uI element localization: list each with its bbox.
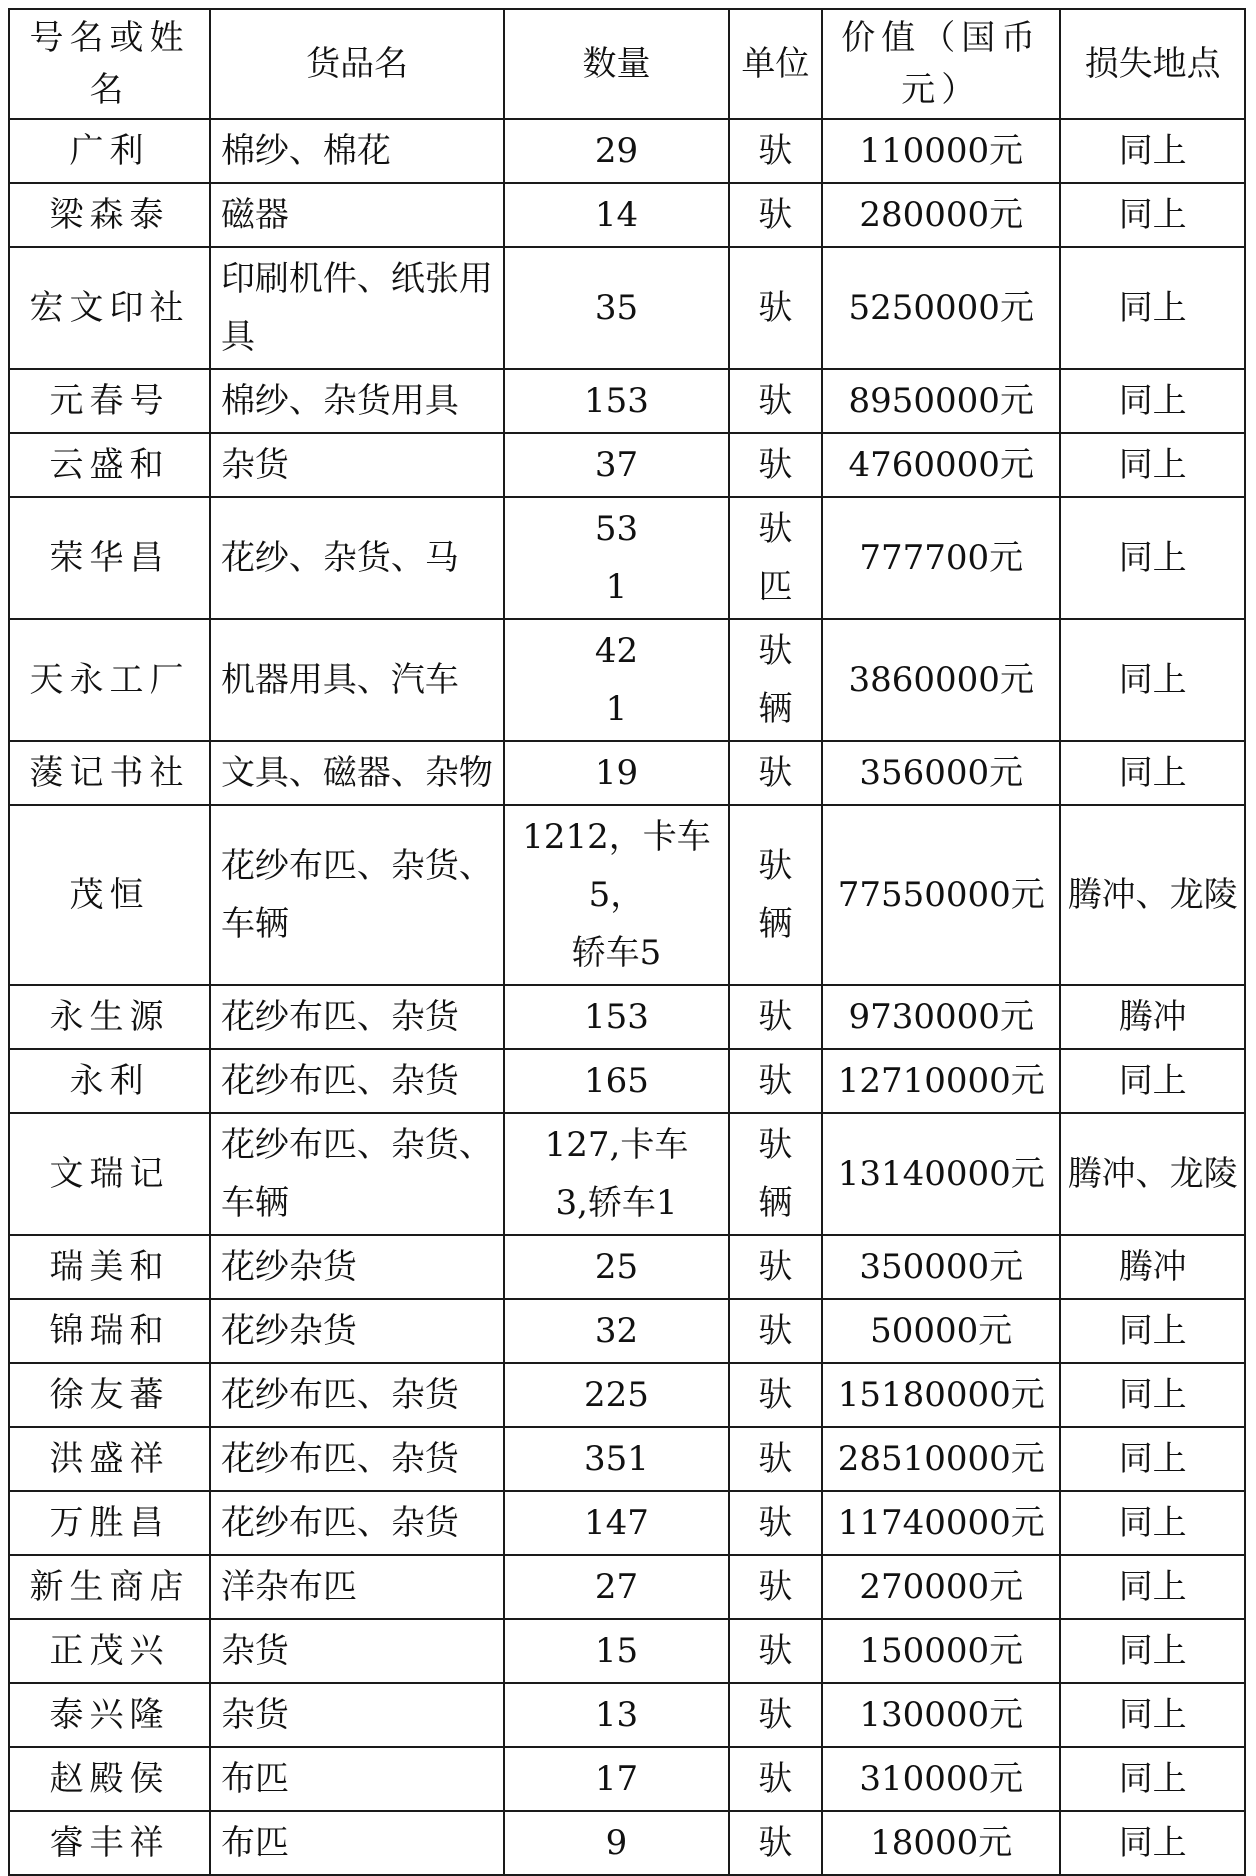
cell-unit-line: 驮 <box>758 1631 793 1671</box>
cell-location: 同上 <box>1060 1683 1245 1747</box>
cell-quantity <box>504 433 728 497</box>
cell-name: 茂恒 <box>9 805 210 985</box>
cell-name: 云盛和 <box>9 433 210 497</box>
cell-name: 洪盛祥 <box>9 1427 210 1491</box>
cell-unit <box>729 1113 822 1235</box>
cell-unit <box>729 1363 822 1427</box>
cell-unit-line: 驮 <box>758 1311 793 1351</box>
cell-name: 广利 <box>9 119 210 183</box>
cell-quantity-line: 1 <box>605 567 628 607</box>
cell-goods: 机器用具、汽车 <box>210 619 504 741</box>
table-row <box>9 1747 1245 1811</box>
cell-location: 同上 <box>1060 1427 1245 1491</box>
cell-name: 元春号 <box>9 369 210 433</box>
cell-quantity <box>504 985 728 1049</box>
cell-location: 同上 <box>1060 1049 1245 1113</box>
cell-unit-line: 驮 <box>758 753 793 793</box>
cell-quantity-line: 1212，卡车5， <box>522 817 711 915</box>
cell-name: 文瑞记 <box>9 1113 210 1235</box>
cell-goods: 花纱布匹、杂货、车辆 <box>210 805 504 985</box>
cell-name: 睿丰祥 <box>9 1811 210 1875</box>
cell-quantity <box>504 1427 728 1491</box>
table-row <box>9 805 1245 985</box>
header-goods: 货品名 <box>210 9 504 119</box>
cell-name: 新生商店 <box>9 1555 210 1619</box>
cell-unit-line: 驮 <box>758 1439 793 1479</box>
cell-quantity <box>504 1619 728 1683</box>
cell-quantity-line: 3,轿车1 <box>555 1183 678 1223</box>
header-name: 号名或姓名 <box>9 9 210 119</box>
cell-unit <box>729 497 822 619</box>
cell-quantity-line: 9 <box>605 1823 628 1863</box>
cell-quantity <box>504 119 728 183</box>
cell-unit-line: 驮 <box>758 1695 793 1735</box>
table-row <box>9 1363 1245 1427</box>
cell-location: 同上 <box>1060 433 1245 497</box>
cell-unit <box>729 805 822 985</box>
cell-name: 天永工厂 <box>9 619 210 741</box>
cell-goods: 洋杂布匹 <box>210 1555 504 1619</box>
header-row <box>9 9 1245 119</box>
cell-goods: 花纱布匹、杂货 <box>210 1049 504 1113</box>
cell-unit <box>729 1555 822 1619</box>
cell-goods: 花纱杂货 <box>210 1299 504 1363</box>
cell-quantity-line: 127,卡车 <box>544 1125 689 1165</box>
cell-name: 锦瑞和 <box>9 1299 210 1363</box>
cell-goods: 棉纱、棉花 <box>210 119 504 183</box>
cell-quantity-line: 35 <box>594 288 639 328</box>
cell-unit-line: 驮 <box>758 1375 793 1415</box>
cell-value: 12710000元 <box>822 1049 1060 1113</box>
cell-location: 同上 <box>1060 1811 1245 1875</box>
cell-quantity-line: 25 <box>594 1247 639 1287</box>
table-row <box>9 119 1245 183</box>
cell-unit <box>729 369 822 433</box>
cell-unit-line: 驮 <box>758 509 793 549</box>
table-row <box>9 433 1245 497</box>
table-row <box>9 619 1245 741</box>
cell-quantity <box>504 619 728 741</box>
cell-unit <box>729 1747 822 1811</box>
cell-quantity-line: 351 <box>584 1439 649 1479</box>
cell-value: 270000元 <box>822 1555 1060 1619</box>
cell-goods: 文具、磁器、杂物 <box>210 741 504 805</box>
cell-quantity <box>504 1747 728 1811</box>
cell-value: 5250000元 <box>822 247 1060 369</box>
cell-quantity-line: 14 <box>594 195 639 235</box>
cell-unit-line: 驮 <box>758 381 793 421</box>
cell-name: 泰兴隆 <box>9 1683 210 1747</box>
cell-name: 徐友蕃 <box>9 1363 210 1427</box>
cell-name: 梁森泰 <box>9 183 210 247</box>
cell-goods: 杂货 <box>210 1619 504 1683</box>
cell-quantity <box>504 741 728 805</box>
cell-name: 瑞美和 <box>9 1235 210 1299</box>
cell-value: 77550000元 <box>822 805 1060 985</box>
cell-value: 15180000元 <box>822 1363 1060 1427</box>
table-row <box>9 1683 1245 1747</box>
cell-value: 50000元 <box>822 1299 1060 1363</box>
header-unit: 单位 <box>729 9 822 119</box>
cell-unit <box>729 183 822 247</box>
cell-quantity-line: 165 <box>584 1061 649 1101</box>
table-row <box>9 1235 1245 1299</box>
table-row <box>9 1113 1245 1235</box>
cell-quantity <box>504 805 728 985</box>
cell-quantity <box>504 1491 728 1555</box>
cell-goods: 杂货 <box>210 433 504 497</box>
cell-location: 腾冲 <box>1060 985 1245 1049</box>
cell-value: 350000元 <box>822 1235 1060 1299</box>
loss-table <box>8 8 1246 1876</box>
cell-quantity-line: 13 <box>594 1695 639 1735</box>
document-page <box>8 8 1246 1876</box>
cell-unit-line: 匹 <box>758 567 793 607</box>
cell-goods: 杂货 <box>210 1683 504 1747</box>
cell-name: 万胜昌 <box>9 1491 210 1555</box>
cell-goods: 印刷机件、纸张用具 <box>210 247 504 369</box>
cell-goods: 磁器 <box>210 183 504 247</box>
cell-unit <box>729 247 822 369</box>
cell-unit-line: 驮 <box>758 1759 793 1799</box>
cell-quantity <box>504 1235 728 1299</box>
cell-unit-line: 驮 <box>758 288 793 328</box>
cell-quantity <box>504 1811 728 1875</box>
cell-quantity-line: 147 <box>584 1503 649 1543</box>
cell-location: 同上 <box>1060 1299 1245 1363</box>
cell-quantity <box>504 497 728 619</box>
cell-goods: 棉纱、杂货用具 <box>210 369 504 433</box>
cell-unit-line: 驮 <box>758 1823 793 1863</box>
cell-value: 777700元 <box>822 497 1060 619</box>
cell-unit-line: 辆 <box>758 904 793 944</box>
cell-quantity-line: 27 <box>594 1567 639 1607</box>
cell-value: 130000元 <box>822 1683 1060 1747</box>
cell-quantity-line: 15 <box>594 1631 639 1671</box>
table-row <box>9 183 1245 247</box>
cell-unit <box>729 1427 822 1491</box>
table-row <box>9 741 1245 805</box>
table-row <box>9 1619 1245 1683</box>
header-value: 价值（国币元） <box>822 9 1060 119</box>
cell-goods: 布匹 <box>210 1811 504 1875</box>
cell-goods: 花纱布匹、杂货 <box>210 1427 504 1491</box>
table-row <box>9 369 1245 433</box>
cell-unit <box>729 433 822 497</box>
cell-value: 4760000元 <box>822 433 1060 497</box>
cell-name: 正茂兴 <box>9 1619 210 1683</box>
cell-value: 110000元 <box>822 119 1060 183</box>
cell-quantity <box>504 369 728 433</box>
cell-unit <box>729 1299 822 1363</box>
cell-location: 同上 <box>1060 1555 1245 1619</box>
table-row <box>9 1491 1245 1555</box>
cell-quantity-line: 17 <box>594 1759 639 1799</box>
cell-goods: 花纱、杂货、马 <box>210 497 504 619</box>
cell-quantity <box>504 1555 728 1619</box>
cell-unit-line: 驮 <box>758 131 793 171</box>
cell-unit <box>729 1235 822 1299</box>
cell-location: 同上 <box>1060 247 1245 369</box>
cell-unit-line: 驮 <box>758 1061 793 1101</box>
cell-location: 同上 <box>1060 619 1245 741</box>
cell-value: 11740000元 <box>822 1491 1060 1555</box>
cell-unit <box>729 119 822 183</box>
cell-unit-line: 驮 <box>758 1247 793 1287</box>
header-quantity: 数量 <box>504 9 728 119</box>
cell-unit <box>729 985 822 1049</box>
cell-unit-line: 驮 <box>758 1125 793 1165</box>
cell-value: 3860000元 <box>822 619 1060 741</box>
cell-quantity-line: 32 <box>594 1311 639 1351</box>
cell-location: 腾冲、龙陵 <box>1060 1113 1245 1235</box>
cell-name: 蔆记书社 <box>9 741 210 805</box>
cell-goods: 花纱杂货 <box>210 1235 504 1299</box>
cell-location: 腾冲 <box>1060 1235 1245 1299</box>
table-row <box>9 497 1245 619</box>
cell-location: 腾冲、龙陵 <box>1060 805 1245 985</box>
cell-quantity <box>504 1049 728 1113</box>
cell-goods: 花纱布匹、杂货 <box>210 1491 504 1555</box>
cell-quantity-line: 153 <box>584 381 649 421</box>
cell-unit <box>729 741 822 805</box>
cell-location: 同上 <box>1060 741 1245 805</box>
cell-goods: 布匹 <box>210 1747 504 1811</box>
cell-location: 同上 <box>1060 1363 1245 1427</box>
cell-quantity <box>504 183 728 247</box>
cell-quantity-line: 153 <box>584 997 649 1037</box>
cell-unit <box>729 1619 822 1683</box>
table-row <box>9 247 1245 369</box>
cell-location: 同上 <box>1060 497 1245 619</box>
cell-name: 赵殿侯 <box>9 1747 210 1811</box>
cell-goods: 花纱布匹、杂货、车辆 <box>210 1113 504 1235</box>
cell-quantity-line: 42 <box>594 631 639 671</box>
cell-value: 13140000元 <box>822 1113 1060 1235</box>
cell-value: 28510000元 <box>822 1427 1060 1491</box>
cell-unit-line: 辆 <box>758 689 793 729</box>
table-row <box>9 1049 1245 1113</box>
cell-quantity-line: 37 <box>594 445 639 485</box>
cell-name: 宏文印社 <box>9 247 210 369</box>
table-row <box>9 1811 1245 1875</box>
cell-unit <box>729 1811 822 1875</box>
cell-value: 310000元 <box>822 1747 1060 1811</box>
cell-quantity <box>504 247 728 369</box>
cell-value: 9730000元 <box>822 985 1060 1049</box>
cell-unit-line: 驮 <box>758 846 793 886</box>
table-row <box>9 1299 1245 1363</box>
cell-location: 同上 <box>1060 1491 1245 1555</box>
cell-location: 同上 <box>1060 1747 1245 1811</box>
cell-location: 同上 <box>1060 183 1245 247</box>
cell-quantity <box>504 1363 728 1427</box>
cell-unit <box>729 1491 822 1555</box>
table-row <box>9 1427 1245 1491</box>
cell-unit <box>729 619 822 741</box>
cell-value: 18000元 <box>822 1811 1060 1875</box>
cell-location: 同上 <box>1060 369 1245 433</box>
cell-unit-line: 驮 <box>758 997 793 1037</box>
cell-name: 永生源 <box>9 985 210 1049</box>
cell-quantity-line: 29 <box>594 131 639 171</box>
cell-value: 280000元 <box>822 183 1060 247</box>
cell-location: 同上 <box>1060 1619 1245 1683</box>
cell-unit-line: 驮 <box>758 1567 793 1607</box>
cell-unit-line: 驮 <box>758 631 793 671</box>
table-row <box>9 1555 1245 1619</box>
table-row <box>9 985 1245 1049</box>
cell-quantity-line: 225 <box>584 1375 649 1415</box>
cell-quantity-line: 1 <box>605 689 628 729</box>
cell-value: 150000元 <box>822 1619 1060 1683</box>
cell-quantity-line: 轿车5 <box>571 933 662 973</box>
cell-unit <box>729 1049 822 1113</box>
cell-goods: 花纱布匹、杂货 <box>210 1363 504 1427</box>
cell-unit <box>729 1683 822 1747</box>
cell-quantity <box>504 1113 728 1235</box>
cell-location: 同上 <box>1060 119 1245 183</box>
cell-name: 永利 <box>9 1049 210 1113</box>
cell-quantity <box>504 1299 728 1363</box>
cell-quantity-line: 53 <box>594 509 639 549</box>
header-location: 损失地点 <box>1060 9 1245 119</box>
cell-goods: 花纱布匹、杂货 <box>210 985 504 1049</box>
cell-name: 荣华昌 <box>9 497 210 619</box>
cell-unit-line: 驮 <box>758 445 793 485</box>
cell-quantity <box>504 1683 728 1747</box>
table-body <box>9 119 1245 1875</box>
cell-unit-line: 辆 <box>758 1183 793 1223</box>
cell-value: 356000元 <box>822 741 1060 805</box>
cell-unit-line: 驮 <box>758 1503 793 1543</box>
cell-value: 8950000元 <box>822 369 1060 433</box>
cell-unit-line: 驮 <box>758 195 793 235</box>
cell-quantity-line: 19 <box>594 753 639 793</box>
